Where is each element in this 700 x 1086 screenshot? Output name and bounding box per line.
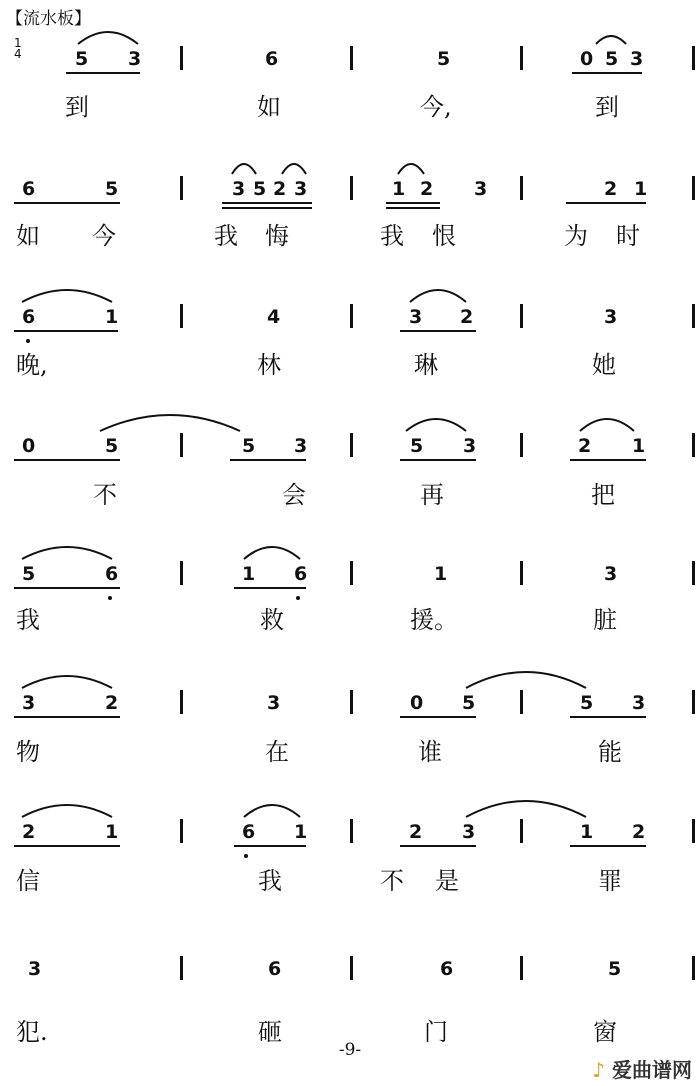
slur [580,419,634,431]
note: 5 [253,178,267,200]
note: 0 [580,48,594,70]
note: 5 [105,178,119,200]
slur [100,415,240,431]
note: 3 [294,435,308,457]
slur [410,290,466,302]
note: 3 [409,306,423,328]
note: 6 [265,48,279,70]
note: 1 [242,563,256,585]
note: 6 [294,563,308,585]
note: 5 [462,692,476,714]
slur [406,419,466,431]
underline [400,330,476,332]
note: 6 [22,306,36,328]
barline [350,819,353,843]
lyric-char: 到 [595,93,619,121]
barline [350,304,353,328]
note: 3 [232,178,246,200]
barline [180,46,183,70]
time-signature [14,38,22,60]
octave-dot [26,339,30,343]
lyric-char: 如 [16,222,40,250]
slur [22,805,112,817]
barline [692,956,695,980]
lyric-char: 琳 [414,351,438,379]
lyric-char: 不 [380,867,404,895]
lyric-char: 在 [265,738,289,766]
lyric-char: 脏 [593,606,617,634]
underline [386,202,440,204]
note: 3 [474,178,488,200]
barline [350,46,353,70]
note: 6 [242,821,256,843]
note: 6 [105,563,119,585]
note: 3 [604,306,618,328]
octave-dot [108,596,112,600]
slur [78,32,138,44]
lyric-char: 再 [420,481,444,509]
watermark-text: 爱曲谱网 [612,1058,692,1082]
underline [230,459,306,461]
barline [520,46,523,70]
slur [596,36,626,44]
note: 6 [440,958,454,980]
note: 3 [630,48,644,70]
lyric-char: 会 [282,481,306,509]
barline [520,176,523,200]
lyric-char: 如 [257,93,281,121]
note: 3 [604,563,618,585]
note: 1 [580,821,594,843]
lyric-char: 恨 [432,222,456,250]
underline [14,202,120,204]
music-note-icon: ♪ [592,1058,606,1082]
underline [566,202,646,204]
note: 2 [632,821,646,843]
note: 5 [75,48,89,70]
slur [22,547,112,559]
underline [14,716,120,718]
lyric-char: 窗 [593,1018,617,1046]
barline [692,176,695,200]
barline [520,561,523,585]
note: 3 [462,821,476,843]
note: 5 [437,48,451,70]
note: 2 [460,306,474,328]
lyric-char: 把 [591,481,615,509]
barline [520,690,523,714]
note: 0 [22,435,36,457]
lyric-char: 林 [257,351,281,379]
barline [350,433,353,457]
note: 1 [632,435,646,457]
slur [22,676,112,688]
note: 2 [273,178,287,200]
lyric-char: 悔 [265,222,289,250]
note: 2 [409,821,423,843]
underline [400,845,476,847]
slur [232,164,256,174]
lyric-char: 砸 [258,1018,282,1046]
note: 3 [294,178,308,200]
note: 5 [580,692,594,714]
barline [350,956,353,980]
note: 3 [632,692,646,714]
lyric-char: 物 [16,738,40,766]
barline [692,561,695,585]
underline [14,330,118,332]
slur [244,805,300,817]
lyric-char: 犯. [16,1018,48,1046]
note: 1 [294,821,308,843]
note: 3 [267,692,281,714]
note: 3 [463,435,477,457]
lyric-char: 门 [424,1018,448,1046]
lyric-char: 为 [564,222,588,250]
lyric-char: 能 [598,738,622,766]
barline [180,690,183,714]
note: 3 [28,958,42,980]
barline [692,304,695,328]
section-tag: 【流水板】 [6,9,91,29]
note: 5 [410,435,424,457]
lyric-char: 我 [258,867,282,895]
lyric-char: 谁 [418,738,442,766]
underline [570,845,646,847]
note: 2 [578,435,592,457]
barline [520,956,523,980]
slur [466,801,586,817]
lyric-char: 我 [16,606,40,634]
barline [520,819,523,843]
barline [180,561,183,585]
lyric-char: 到 [65,93,89,121]
note: 6 [22,178,36,200]
barline [350,561,353,585]
time-sig-bottom: 4 [14,47,22,61]
underline-double [222,207,312,209]
lyric-char: 信 [16,867,40,895]
note: 3 [22,692,36,714]
underline [570,459,646,461]
note: 4 [267,306,281,328]
lyric-char: 晚, [16,351,48,379]
note: 5 [605,48,619,70]
slur [466,672,586,688]
barline [520,433,523,457]
slur [244,547,300,559]
note: 1 [434,563,448,585]
underline-double [386,207,440,209]
lyric-char: 今 [92,222,116,250]
note: 0 [410,692,424,714]
barline [180,176,183,200]
note: 2 [604,178,618,200]
underline [66,72,140,74]
note: 1 [634,178,648,200]
barline [692,433,695,457]
barline [692,690,695,714]
lyric-char: 今, [420,93,452,121]
barline [692,819,695,843]
time-sig-top: 1 [14,36,22,50]
octave-dot [244,854,248,858]
underline [14,845,120,847]
note: 2 [22,821,36,843]
barline [180,956,183,980]
underline [234,587,306,589]
underline [14,459,120,461]
barline [180,433,183,457]
lyric-char: 时 [616,222,640,250]
underline [234,845,306,847]
underline [570,716,646,718]
note: 2 [105,692,119,714]
underline [572,72,642,74]
note: 1 [105,306,119,328]
note: 5 [242,435,256,457]
barline [180,304,183,328]
note: 5 [22,563,36,585]
page-number: -9- [338,1040,362,1060]
note: 5 [105,435,119,457]
underline [222,202,312,204]
watermark-logo [592,1054,692,1083]
note: 3 [128,48,142,70]
note: 5 [608,958,622,980]
underline [400,459,476,461]
note: 1 [105,821,119,843]
lyric-char: 我 [214,222,238,250]
lyric-char: 她 [592,351,616,379]
underline [14,587,120,589]
barline [350,690,353,714]
slur [22,290,112,302]
slur [282,164,306,174]
lyric-char: 救 [260,606,284,634]
barline [350,176,353,200]
lyric-char: 是 [435,867,459,895]
barline [180,819,183,843]
lyric-char: 罪 [598,867,622,895]
lyric-char: 援。 [410,606,458,634]
lyric-char: 我 [380,222,404,250]
barline [520,304,523,328]
octave-dot [296,596,300,600]
note: 6 [268,958,282,980]
lyric-char: 不 [93,481,117,509]
note: 2 [420,178,434,200]
underline [400,716,476,718]
slur [398,164,424,174]
barline [692,46,695,70]
note: 1 [392,178,406,200]
